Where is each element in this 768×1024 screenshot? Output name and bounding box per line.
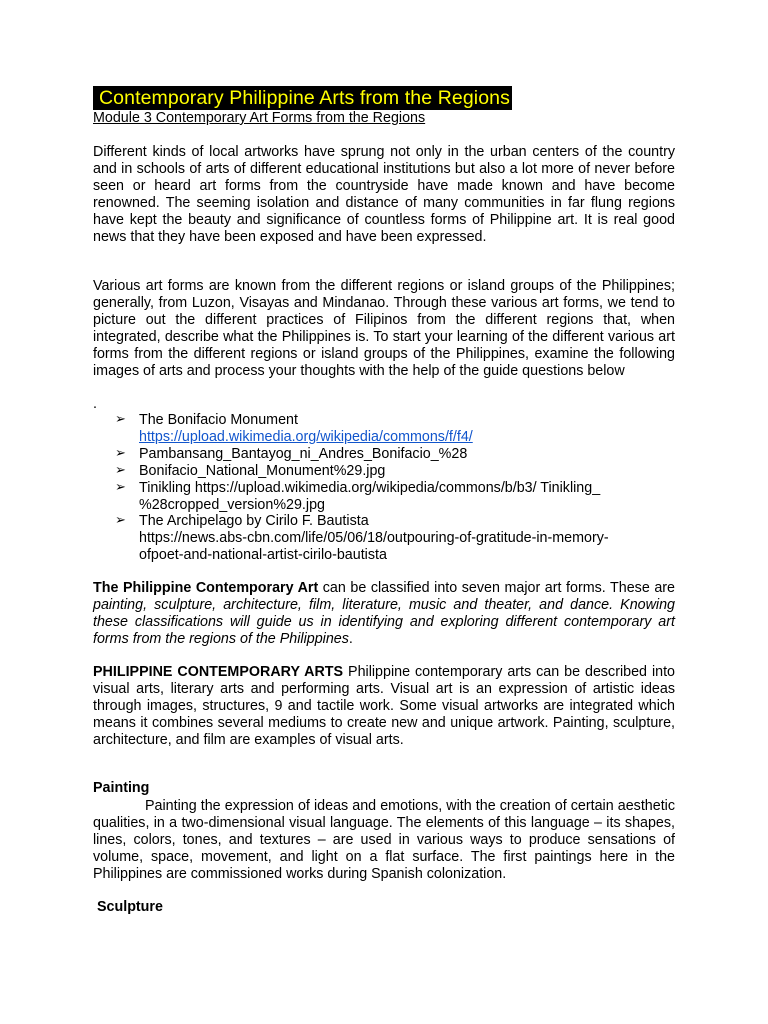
arrow-bullet-icon: ➢ <box>115 445 126 461</box>
painting-paragraph: Painting the expression of ideas and emotions, with the creation of certain aesthetic qualities, in a two-dimensional visual language. The elements of this language – its shapes, lines, colors, tones, and textures – are used in various ways to produce sensations of volume, space, movement, and light on a flat surface. The first paintings here in the Philippines are commissioned works during Spanish colonization. <box>93 798 675 882</box>
arrow-bullet-icon: ➢ <box>115 412 126 427</box>
list-item <box>115 412 675 446</box>
list-item-text: The Archipelago by Cirilo F. Bautista <box>139 513 369 530</box>
contemporary-arts-paragraph <box>93 664 675 749</box>
list-item-text: Pambansang_Bantayog_ni_Andres_Bonifacio_%28 <box>139 445 468 462</box>
stray-period: . <box>93 396 97 412</box>
list-item-text: Bonifacio_National_Monument%29.jpg <box>139 462 386 479</box>
list-item <box>115 463 675 480</box>
bold-lead: PHILIPPINE CONTEMPORARY ARTS <box>93 664 344 680</box>
list-item-text: %28cropped_version%29.jpg <box>139 496 325 513</box>
paragraph-text: Philippine contemporary arts can be described into visual arts, literary arts and performing arts. Visual art is an expression of artistic ideas through images, structures, 9 and tactile work. Some visual artworks are integrated which means it combines several mediums to create new and unique artwork. Painting, sculpture, architecture, and film are examples of visual arts. <box>93 664 675 748</box>
reference-list <box>115 412 675 564</box>
list-item <box>115 513 675 564</box>
bold-lead: The Philippine Contemporary Art <box>93 580 319 596</box>
heading-painting: Painting <box>93 780 150 796</box>
paragraph-text: . <box>348 630 353 647</box>
list-item <box>115 480 675 514</box>
list-item-text: Tinikling https://upload.wikimedia.org/wikipedia/commons/b/b3/ Tinikling_ <box>139 479 601 496</box>
art-forms-paragraph: Various art forms are known from the different regions or island groups of the Philippines; generally, from Luzon, Visayas and Mindanao. Through these various art forms, we tend to picture out the different practices of Filipinos from the different regions that, when integrated, describe what the Philippines is. To start your learning of the different various art forms from the different regions or island groups of the Philippines, examine the following images of arts and process your thoughts with the help of the guide questions below <box>93 278 675 379</box>
list-item <box>115 446 675 463</box>
bonifacio-link[interactable]: https://upload.wikimedia.org/wikipedia/commons/f/f4/ <box>139 428 473 445</box>
list-item-text: https://news.abs-cbn.com/life/05/06/18/outpouring-of-gratitude-in-memory- <box>139 530 609 547</box>
heading-sculpture: Sculpture <box>97 899 163 915</box>
module-subtitle: Module 3 Contemporary Art Forms from the Regions <box>93 110 426 126</box>
intro-paragraph: Different kinds of local artworks have sprung not only in the urban centers of the country and in schools of arts of different educational institutions but also a lot more of never before seen or heard art forms from the countryside have made known and have become renowned. The seeming isolation and distance of many communities in far flung regions have kept the beauty and significance of countless forms of Philippine art. It is real good news that they have been exposed and have been expressed. <box>93 144 675 245</box>
paragraph-text: can be classified into seven major art forms. These are <box>318 580 675 596</box>
arrow-bullet-icon: ➢ <box>115 479 126 495</box>
arrow-bullet-icon: ➢ <box>115 513 126 529</box>
list-item-text: ofpoet-and-national-artist-cirilo-bautista <box>139 547 387 564</box>
list-item-text: The Bonifacio Monument <box>139 412 298 428</box>
italic-art-forms: painting, sculpture, architecture, film, literature, music and theater, and dance. Knowing these classifications will guide us in identifying and exploring different contemporary art forms from the regions of the Philippines <box>93 596 675 647</box>
title-wrapper <box>93 86 512 110</box>
classification-paragraph <box>93 580 675 648</box>
document-title: Contemporary Philippine Arts from the Regions <box>93 86 512 110</box>
arrow-bullet-icon: ➢ <box>115 462 126 478</box>
